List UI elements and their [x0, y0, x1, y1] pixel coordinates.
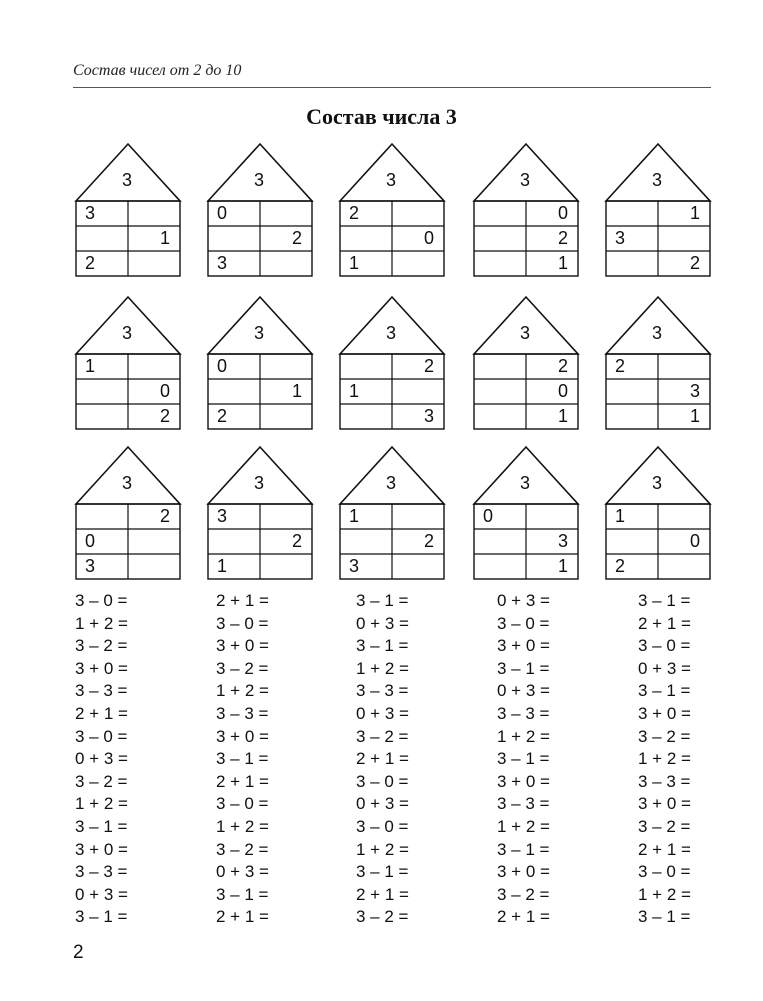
house-cell-left[interactable] [340, 226, 391, 251]
equation: 3 – 0 = [638, 636, 691, 656]
equation: 3 + 0 = [497, 636, 550, 656]
house-cell-right[interactable]: 1 [689, 406, 700, 426]
house-cell-left[interactable] [474, 379, 525, 404]
equation: 1 + 2 = [356, 658, 409, 678]
house-cell-right[interactable]: 1 [689, 203, 700, 223]
house-cell-left[interactable] [208, 529, 259, 554]
equation: 3 – 0 = [497, 613, 550, 633]
house-cell-right[interactable]: 2 [423, 531, 434, 551]
house-cell-right[interactable]: 0 [689, 531, 700, 551]
equation: 3 – 2 = [497, 884, 550, 904]
house-cell-right[interactable] [658, 504, 709, 529]
equation: 3 – 1 = [216, 884, 269, 904]
equation: 3 – 1 = [75, 907, 128, 927]
roof-number: 3 [253, 170, 264, 190]
equation: 3 + 0 = [638, 794, 691, 814]
equation: 2 + 1 = [216, 907, 269, 927]
equation: 0 + 3 = [356, 704, 409, 723]
house-cell-left[interactable] [474, 554, 525, 579]
equation: 1 + 2 = [75, 613, 128, 633]
roof-number: 3 [651, 170, 662, 190]
roof-number: 3 [121, 323, 132, 343]
house-cell-right[interactable] [658, 354, 709, 379]
number-house [473, 446, 580, 586]
equation: 3 – 1 = [356, 636, 409, 656]
house-cell-left[interactable]: 2 [85, 253, 96, 273]
equation: 3 – 3 = [75, 681, 128, 701]
house-cell-left[interactable]: 3 [217, 506, 228, 526]
house-cell-left[interactable]: 1 [349, 506, 360, 526]
equation: 3 – 1 = [497, 839, 550, 859]
roof-number: 3 [651, 473, 662, 493]
equation: 3 – 3 = [638, 771, 691, 791]
house-cell-right[interactable]: 0 [159, 381, 170, 401]
equation: 3 – 0 = [356, 771, 409, 791]
equation: 3 – 3 = [497, 794, 550, 814]
house-cell-left[interactable] [474, 404, 525, 429]
house-cell-right[interactable]: 2 [423, 356, 434, 376]
house-cell-right[interactable]: 3 [689, 381, 700, 401]
equation: 3 + 0 = [497, 862, 550, 882]
house-cell-left[interactable] [474, 226, 525, 251]
house-cell-right[interactable] [128, 201, 179, 226]
equation: 1 + 2 = [497, 817, 550, 836]
equation: 3 – 0 = [75, 726, 128, 746]
running-head: Состав чисел от 2 до 10 [73, 62, 242, 79]
number-house [605, 143, 712, 283]
number-house [75, 296, 182, 436]
equation: 3 – 2 = [216, 839, 269, 859]
equation: 2 + 1 = [216, 771, 269, 791]
house-cell-right[interactable] [128, 251, 179, 276]
house-cell-right[interactable] [392, 251, 443, 276]
equation: 0 + 3 = [75, 749, 128, 769]
equation: 1 + 2 = [75, 794, 128, 814]
house-cell-right[interactable]: 2 [291, 228, 302, 248]
equation: 3 – 1 = [638, 907, 691, 927]
equation: 1 + 2 = [356, 839, 409, 859]
house-cell-left[interactable] [208, 226, 259, 251]
house-cell-left[interactable]: 3 [217, 253, 228, 273]
house-cell-left[interactable] [340, 404, 391, 429]
equation: 3 + 0 = [75, 658, 128, 678]
house-cell-right[interactable] [392, 201, 443, 226]
house-cell-right[interactable]: 3 [557, 531, 568, 551]
house-cell-right[interactable] [260, 504, 311, 529]
house-cell-left[interactable] [606, 251, 657, 276]
house-cell-left[interactable]: 3 [85, 203, 96, 223]
house-cell-left[interactable] [606, 379, 657, 404]
roof-number: 3 [253, 473, 264, 493]
equation: 3 – 1 = [356, 591, 409, 610]
page-title: Состав числа 3 [306, 104, 457, 129]
house-cell-right[interactable] [128, 554, 179, 579]
equation: 3 + 0 = [216, 636, 269, 656]
equation: 3 + 0 = [216, 726, 269, 746]
equation: 1 + 2 = [497, 726, 550, 746]
number-house [339, 446, 446, 586]
equation: 3 – 0 = [638, 862, 691, 882]
roof-number: 3 [121, 473, 132, 493]
house-cell-left[interactable] [606, 529, 657, 554]
house-cell-right[interactable]: 1 [159, 228, 170, 248]
equation: 3 – 1 = [638, 681, 691, 701]
house-cell-left[interactable] [474, 354, 525, 379]
house-cell-right[interactable]: 1 [557, 253, 568, 273]
house-cell-right[interactable]: 2 [689, 253, 700, 273]
house-cell-left[interactable]: 2 [349, 203, 360, 223]
equation: 3 – 2 = [75, 636, 128, 656]
house-cell-right[interactable] [128, 354, 179, 379]
house-cell-right[interactable] [260, 354, 311, 379]
equation: 1 + 2 = [216, 681, 269, 701]
equation: 0 + 3 = [356, 794, 409, 814]
header-divider [73, 87, 711, 88]
house-cell-right[interactable] [260, 404, 311, 429]
house-cell-right[interactable]: 2 [557, 356, 568, 376]
house-cell-right[interactable]: 2 [291, 531, 302, 551]
roof-number: 3 [253, 323, 264, 343]
house-cell-right[interactable]: 2 [159, 406, 170, 426]
number-house [605, 296, 712, 436]
number-house [339, 296, 446, 436]
house-cell-left[interactable] [606, 404, 657, 429]
page-number: 2 [73, 942, 84, 963]
equation: 3 – 3 = [497, 704, 550, 723]
number-house [207, 143, 314, 283]
house-cell-left[interactable]: 0 [217, 203, 228, 223]
equation: 3 – 0 = [216, 613, 269, 633]
house-cell-left[interactable]: 0 [85, 531, 96, 551]
house-cell-left[interactable]: 0 [217, 356, 228, 376]
house-cell-left[interactable] [76, 404, 127, 429]
house-cell-left[interactable]: 3 [615, 228, 626, 248]
house-cell-left[interactable]: 2 [615, 556, 626, 576]
number-house [207, 296, 314, 436]
house-cell-left[interactable] [340, 529, 391, 554]
house-cell-right[interactable] [392, 379, 443, 404]
equation: 3 – 2 = [75, 771, 128, 791]
equation: 3 – 2 = [356, 907, 409, 927]
equation: 3 + 0 = [75, 839, 128, 859]
house-cell-right[interactable] [128, 529, 179, 554]
house-cell-right[interactable] [392, 554, 443, 579]
equation: 2 + 1 = [638, 839, 691, 859]
house-cell-left[interactable]: 2 [217, 406, 228, 426]
house-cell-right[interactable] [658, 226, 709, 251]
roof-number: 3 [651, 323, 662, 343]
roof-number: 3 [519, 473, 530, 493]
equation: 3 + 0 = [638, 704, 691, 723]
equation: 3 – 1 = [75, 817, 128, 836]
equation: 2 + 1 = [75, 704, 128, 723]
number-house [207, 446, 314, 586]
equation: 3 – 3 = [216, 704, 269, 723]
house-cell-left[interactable] [474, 201, 525, 226]
number-house [605, 446, 712, 586]
house-cell-right[interactable] [260, 554, 311, 579]
equation: 1 + 2 = [216, 817, 269, 836]
equation: 2 + 1 = [497, 907, 550, 927]
equation: 3 – 0 = [216, 794, 269, 814]
equation: 2 + 1 = [216, 591, 269, 610]
equation: 3 – 1 = [356, 862, 409, 882]
number-house [75, 446, 182, 586]
roof-number: 3 [519, 170, 530, 190]
equation: 3 – 2 = [356, 726, 409, 746]
equation: 3 – 0 = [75, 591, 128, 610]
house-cell-left[interactable]: 1 [349, 381, 360, 401]
number-house [339, 143, 446, 283]
house-cell-left[interactable]: 3 [349, 556, 360, 576]
house-cell-left[interactable] [474, 529, 525, 554]
number-house [473, 296, 580, 436]
house-cell-right[interactable] [260, 201, 311, 226]
equation: 0 + 3 = [75, 884, 128, 904]
house-cell-left[interactable] [606, 201, 657, 226]
house-cell-right[interactable]: 0 [423, 228, 434, 248]
equation: 1 + 2 = [638, 749, 691, 769]
equation: 3 + 0 = [497, 771, 550, 791]
house-cell-left[interactable]: 2 [615, 356, 626, 376]
equation: 2 + 1 = [638, 613, 691, 633]
house-cell-right[interactable] [526, 504, 577, 529]
equation: 3 – 2 = [216, 658, 269, 678]
house-cell-right[interactable]: 0 [557, 381, 568, 401]
house-cell-right[interactable] [658, 554, 709, 579]
equation: 0 + 3 = [356, 613, 409, 633]
house-cell-right[interactable]: 1 [557, 556, 568, 576]
house-cell-left[interactable] [340, 354, 391, 379]
equation: 0 + 3 = [497, 681, 550, 701]
equation: 3 – 3 = [356, 681, 409, 701]
house-cell-right[interactable]: 2 [557, 228, 568, 248]
roof-number: 3 [519, 323, 530, 343]
house-cell-right[interactable] [392, 504, 443, 529]
house-cell-right[interactable]: 2 [159, 506, 170, 526]
house-cell-right[interactable]: 1 [291, 381, 302, 401]
house-cell-right[interactable]: 1 [557, 406, 568, 426]
equation: 0 + 3 = [216, 862, 269, 882]
equation: 3 – 1 = [497, 749, 550, 769]
house-cell-left[interactable]: 1 [349, 253, 360, 273]
equation: 0 + 3 = [638, 658, 691, 678]
house-cell-left[interactable]: 3 [85, 556, 96, 576]
number-house [75, 143, 182, 283]
roof-number: 3 [385, 323, 396, 343]
equation: 3 – 2 = [638, 726, 691, 746]
house-cell-left[interactable]: 1 [615, 506, 626, 526]
house-cell-left[interactable]: 1 [85, 356, 96, 376]
equation: 2 + 1 = [356, 749, 409, 769]
house-cell-right[interactable]: 3 [423, 406, 434, 426]
equation: 3 – 1 = [497, 658, 550, 678]
roof-number: 3 [121, 170, 132, 190]
roof-number: 3 [385, 170, 396, 190]
roof-number: 3 [385, 473, 396, 493]
equation: 0 + 3 = [497, 591, 550, 610]
house-cell-left[interactable] [474, 251, 525, 276]
house-cell-left[interactable]: 0 [483, 506, 494, 526]
house-cell-right[interactable] [260, 251, 311, 276]
equation: 3 – 0 = [356, 817, 409, 836]
house-cell-left[interactable] [208, 379, 259, 404]
house-cell-left[interactable] [76, 504, 127, 529]
house-cell-left[interactable]: 1 [217, 556, 228, 576]
number-house [473, 143, 580, 283]
house-cell-left[interactable] [76, 379, 127, 404]
equation: 1 + 2 = [638, 884, 691, 904]
equation: 3 – 1 = [216, 749, 269, 769]
house-cell-right[interactable]: 0 [557, 203, 568, 223]
house-cell-left[interactable] [76, 226, 127, 251]
equation: 3 – 2 = [638, 817, 691, 836]
equation: 3 – 3 = [75, 862, 128, 882]
equation: 2 + 1 = [356, 884, 409, 904]
equation: 3 – 1 = [638, 591, 691, 610]
